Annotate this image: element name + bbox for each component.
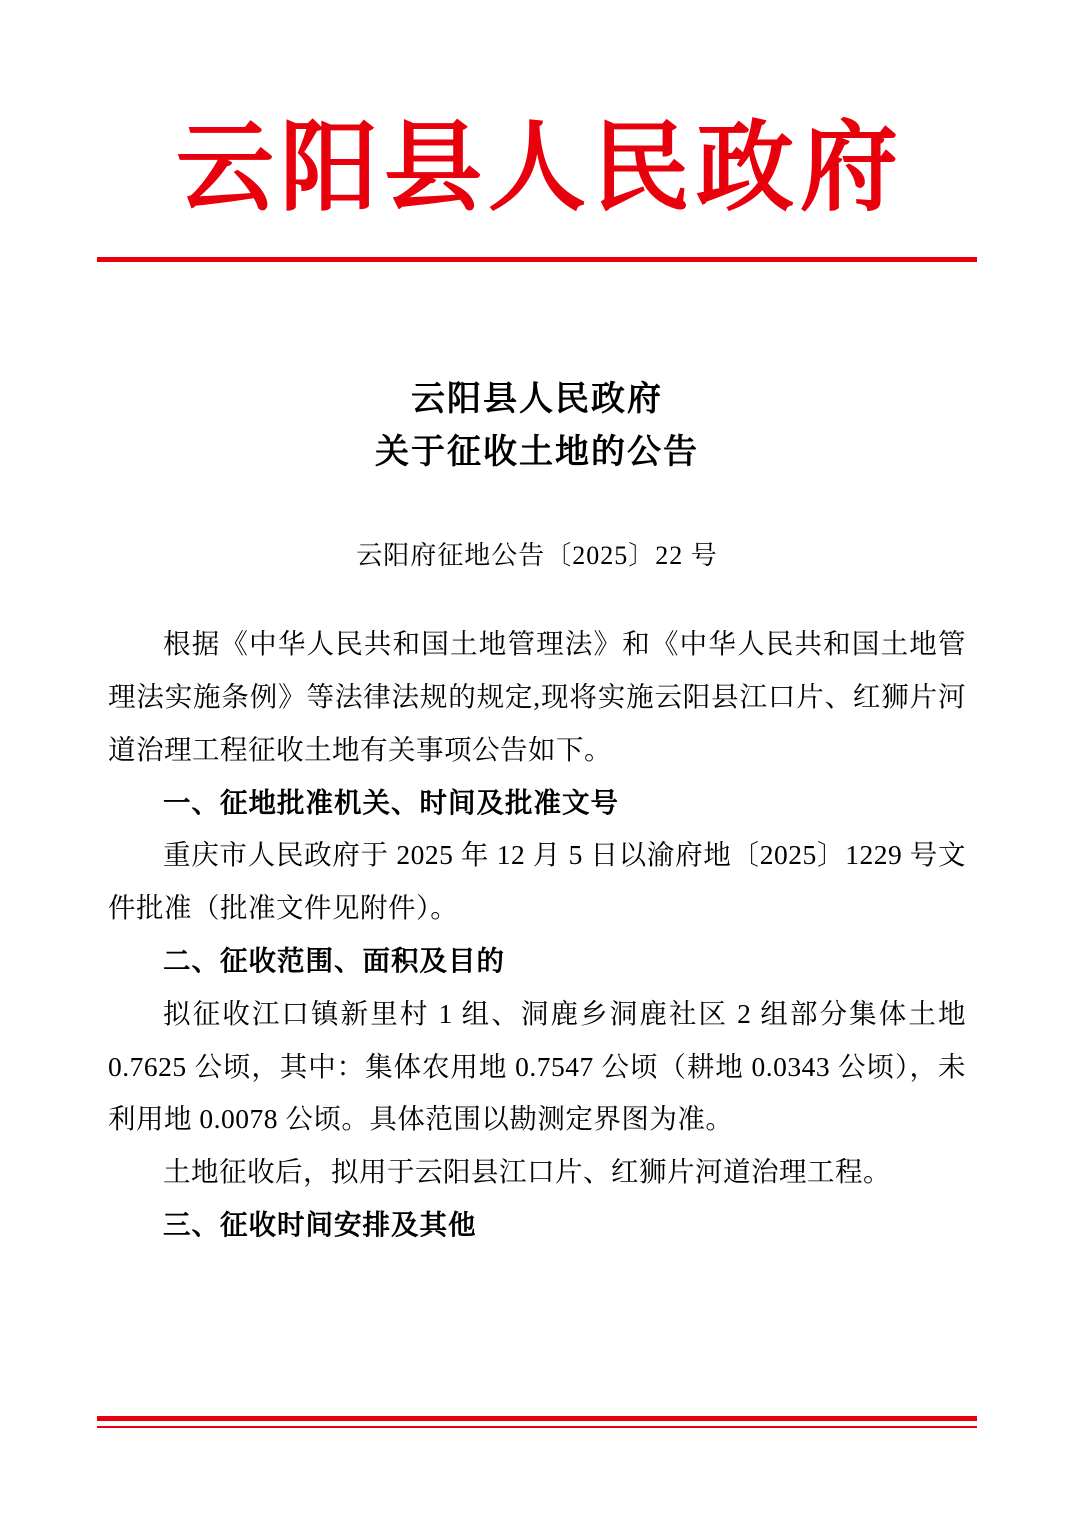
intro-paragraph: 根据《中华人民共和国土地管理法》和《中华人民共和国土地管理法实施条例》等法律法规的规定,现将实施云阳县江口片、红狮片河道治理工程征收土地有关事项公告如下。	[108, 628, 966, 765]
footer-divider	[97, 1416, 977, 1428]
document-title-line-1: 云阳县人民政府	[411, 380, 663, 418]
section-paragraph-1: 重庆市人民政府于 2025 年 12 月 5 日以渝府地〔2025〕1229 号文件批准（批准文件见附件）。	[108, 839, 966, 924]
section-heading-1: 一、征地批准机关、时间及批准文号	[163, 786, 619, 818]
section-heading-2: 二、征收范围、面积及目的	[163, 945, 505, 977]
section-paragraph-2b: 土地征收后，拟用于云阳县江口片、红狮片河道治理工程。	[163, 1156, 891, 1188]
footer-divider-thin	[97, 1426, 977, 1428]
masthead	[0, 0, 1074, 262]
section-paragraph-2a: 拟征收江口镇新里村 1 组、洞鹿乡洞鹿社区 2 组部分集体土地 0.7625 公顷，其中：集体农用地 0.7547 公顷（耕地 0.0343 公顷），未利用地 0.0078 公顷。具体范围以勘测定界图为准。	[108, 997, 966, 1135]
masthead-title: 云阳县人民政府	[175, 115, 904, 223]
document-title-line-2: 关于征收土地的公告	[375, 433, 699, 471]
section-heading-3: 三、征收时间安排及其他	[163, 1209, 477, 1241]
document-number: 云阳府征地公告〔2025〕22 号	[356, 541, 718, 571]
document-body	[108, 262, 966, 1252]
document-title	[108, 374, 966, 479]
